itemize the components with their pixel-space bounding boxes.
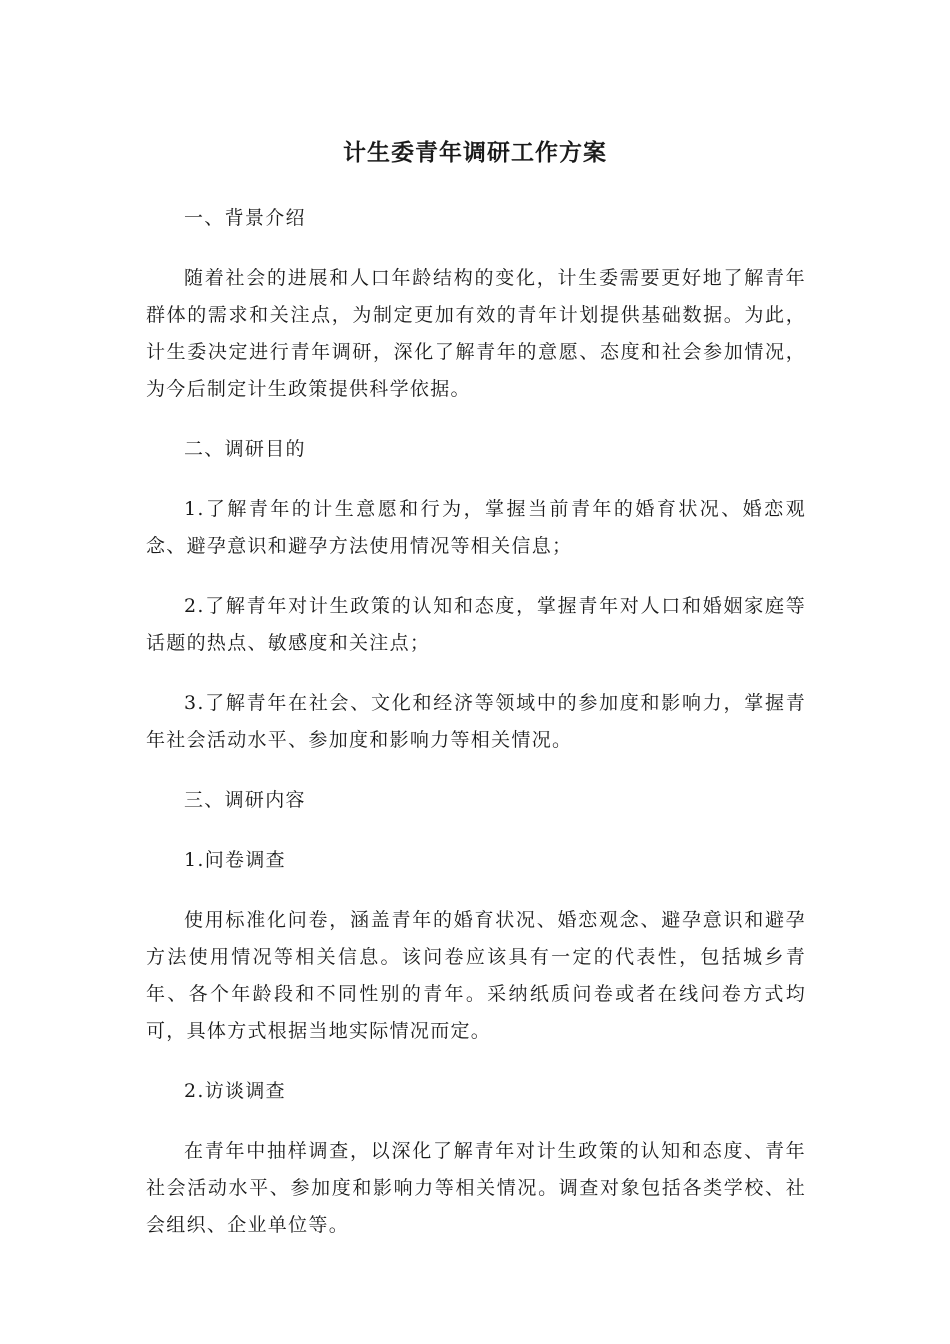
paragraph-purpose-1: 1.了解青年的计生意愿和行为，掌握当前青年的婚育状况、婚恋观念、避孕意识和避孕方法使用情况等相关信息； bbox=[146, 498, 806, 557]
document-body bbox=[146, 200, 806, 1267]
section-heading-purpose: 二、调研目的 bbox=[184, 438, 306, 460]
paragraph-background: 随着社会的进展和人口年龄结构的变化，计生委需要更好地了解青年群体的需求和关注点，为制定更加有效的青年计划提供基础数据。为此，计生委决定进行青年调研，深化了解青年的意愿、态度和社会参加情况，为今后制定计生政策提供科学依据。 bbox=[146, 267, 806, 400]
section-heading-background: 一、背景介绍 bbox=[184, 207, 306, 229]
paragraph-questionnaire: 使用标准化问卷，涵盖青年的婚育状况、婚恋观念、避孕意识和避孕方法使用情况等相关信息。该问卷应该具有一定的代表性，包括城乡青年、各个年龄段和不同性别的青年。采纳纸质问卷或者在线问卷方式均可，具体方式根据当地实际情况而定。 bbox=[146, 909, 806, 1042]
subheading-questionnaire: 1.问卷调查 bbox=[184, 849, 286, 871]
paragraph-purpose-2: 2.了解青年对计生政策的认知和态度，掌握青年对人口和婚姻家庭等话题的热点、敏感度和关注点； bbox=[146, 595, 806, 654]
paragraph-interview: 在青年中抽样调查，以深化了解青年对计生政策的认知和态度、青年社会活动水平、参加度和影响力等相关情况。调查对象包括各类学校、社会组织、企业单位等。 bbox=[146, 1140, 806, 1236]
paragraph-purpose-3: 3.了解青年在社会、文化和经济等领域中的参加度和影响力，掌握青年社会活动水平、参加度和影响力等相关情况。 bbox=[146, 692, 806, 751]
subheading-interview: 2.访谈调查 bbox=[184, 1080, 286, 1102]
section-heading-content: 三、调研内容 bbox=[184, 789, 306, 811]
document-title: 计生委青年调研工作方案 bbox=[343, 140, 607, 166]
